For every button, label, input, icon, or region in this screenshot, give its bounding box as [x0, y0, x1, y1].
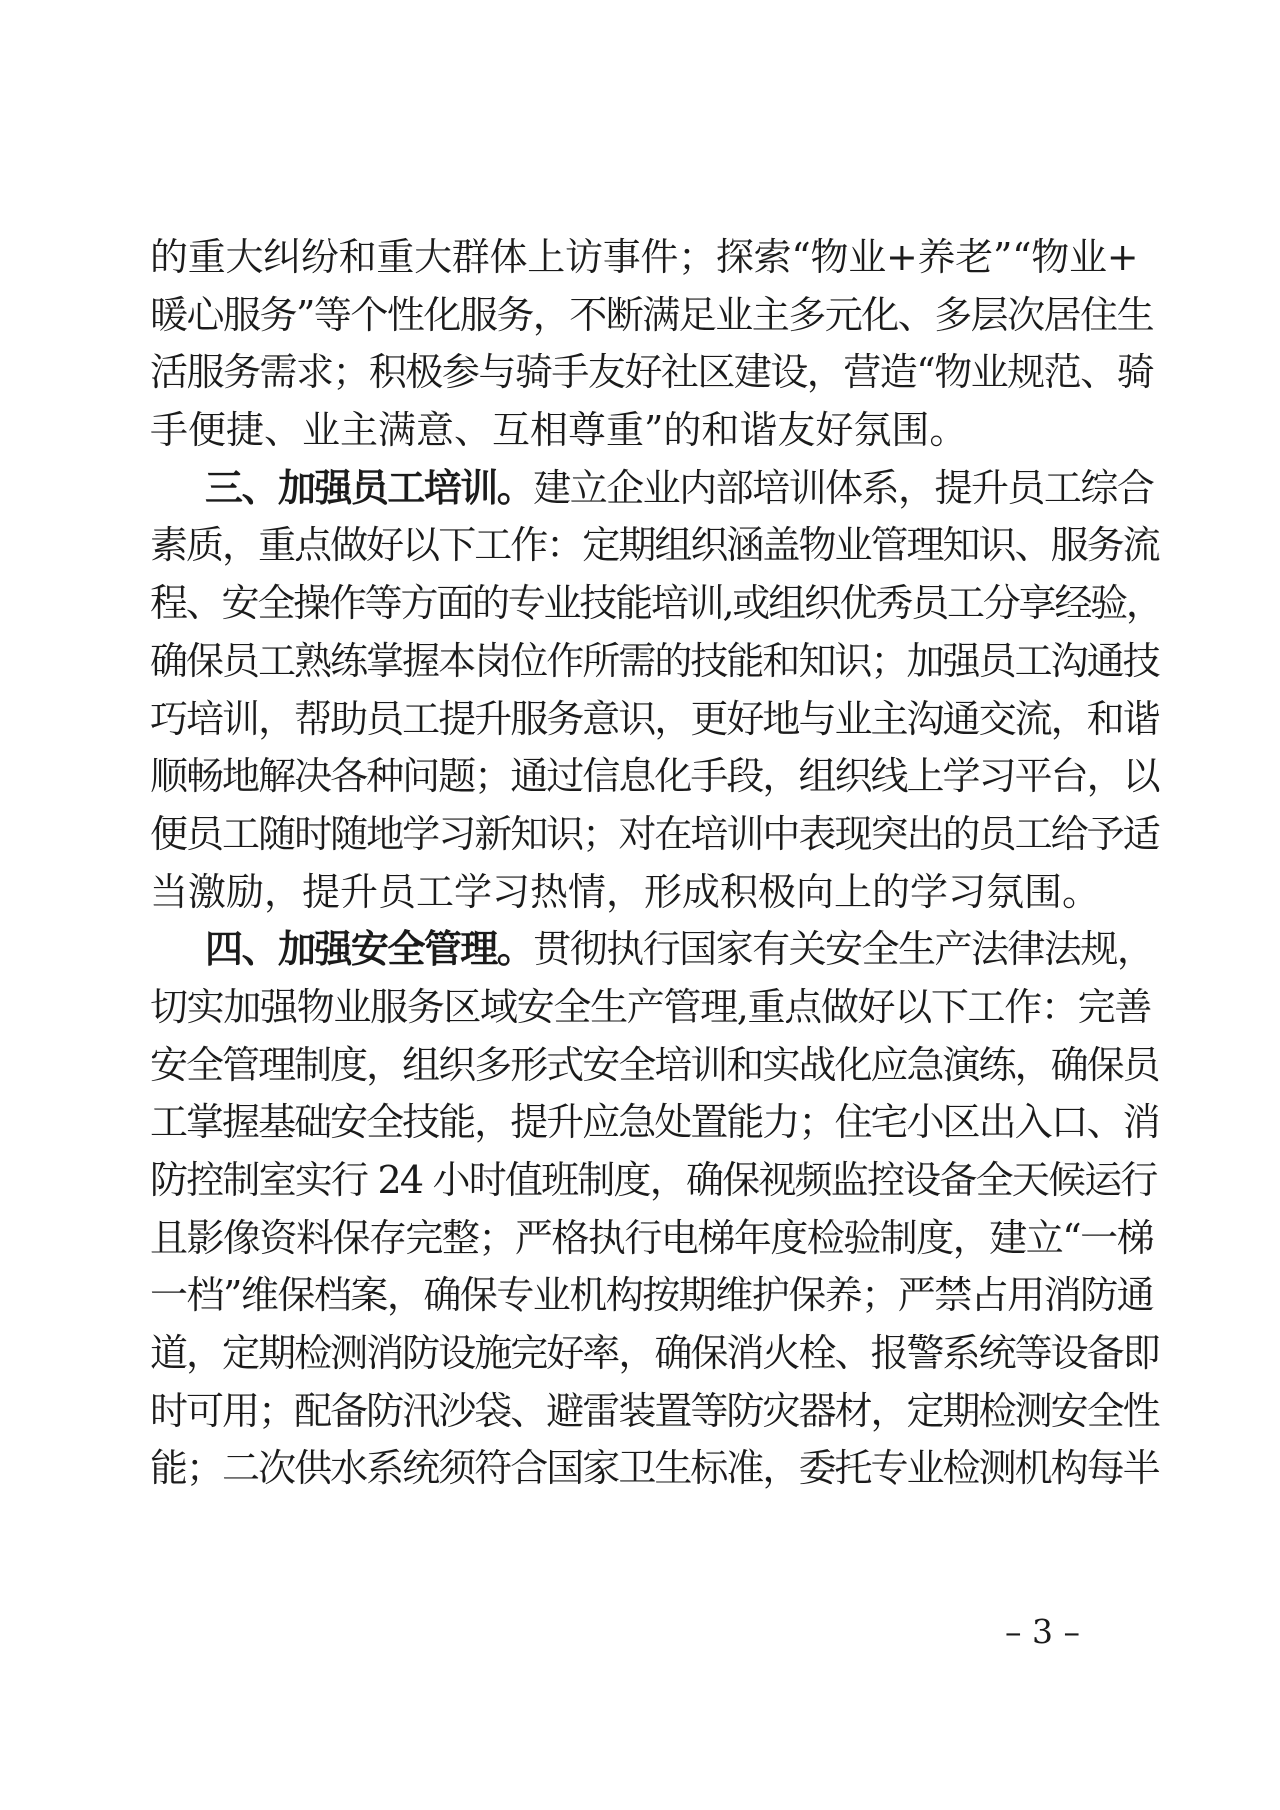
document-line	[150, 691, 1159, 749]
line-text: 当激励，提升员工学习热情，形成积极向上的学习氛围。	[150, 869, 1101, 914]
document-line	[150, 979, 1151, 1037]
document-line	[150, 460, 1154, 518]
document-line	[150, 921, 1154, 979]
line-text: 切实加强物业服务区域安全生产管理,重点做好以下工作：完善	[150, 984, 1151, 1029]
line-inner	[150, 517, 1159, 575]
line-text: 能；二次供水系统须符合国家卫生标准，委托专业检测机构每半	[150, 1446, 1159, 1491]
line-text: 巧培训，帮助员工提升服务意识，更好地与业主沟通交流，和谐	[150, 696, 1159, 741]
line-text: 顺畅地解决各种问题；通过信息化手段，组织线上学习平台，以	[150, 754, 1159, 799]
line-inner	[150, 1440, 1159, 1498]
line-inner	[150, 748, 1159, 806]
document-line	[150, 1440, 1159, 1498]
document-line	[150, 748, 1159, 806]
document-line	[150, 806, 1159, 864]
line-inner	[150, 1037, 1159, 1095]
line-inner	[150, 402, 967, 460]
document-line	[150, 229, 1139, 287]
line-text: 安全管理制度，组织多形式安全培训和实战化应急演练，确保员	[150, 1042, 1159, 1087]
paragraph-heading: 三、加强员工培训。	[205, 467, 534, 510]
line-inner	[150, 1210, 1153, 1268]
line-text: 防控制室实行 24 小时值班制度，确保视频监控设备全天候运行	[150, 1158, 1157, 1202]
line-inner	[150, 1152, 1157, 1210]
document-line	[150, 1325, 1159, 1383]
line-inner	[150, 1267, 1153, 1325]
line-inner	[150, 864, 1100, 922]
line-inner	[205, 460, 1153, 519]
line-text: 贯彻执行国家有关安全生产法律法规，	[533, 927, 1154, 972]
document-line	[150, 1267, 1154, 1325]
line-inner	[150, 979, 1151, 1037]
document-line	[150, 1210, 1154, 1268]
line-inner	[150, 229, 1138, 287]
line-inner	[150, 633, 1159, 691]
line-text: 手便捷、业主满意、互相尊重”的和谐友好氛围。	[150, 408, 968, 453]
line-text: 程、安全操作等方面的专业技能培训,或组织优秀员工分享经验，	[150, 581, 1162, 626]
line-text: 素质，重点做好以下工作：定期组织涵盖物业管理知识、服务流	[150, 523, 1159, 568]
document-line	[150, 864, 1135, 922]
line-text: 一档”维保档案，确保专业机构按期维护保养；严禁占用消防通	[150, 1273, 1154, 1318]
line-inner	[150, 344, 1153, 402]
document-line	[150, 517, 1159, 575]
line-inner	[150, 1094, 1159, 1152]
line-text: 暖心服务”等个性化服务，不断满足业主多元化、多层次居住生	[150, 292, 1154, 337]
line-inner	[150, 806, 1159, 864]
paragraph-heading: 四、加强安全管理。	[205, 929, 534, 972]
line-text: 工掌握基础安全技能，提升应急处置能力；住宅小区出入口、消	[150, 1100, 1159, 1145]
document-line	[150, 575, 1162, 633]
document-line	[150, 633, 1159, 691]
line-text: 时可用；配备防汛沙袋、避雷装置等防灾器材，定期检测安全性	[150, 1388, 1159, 1433]
document-line	[150, 402, 1135, 460]
line-text: 确保员工熟练掌握本岗位作所需的技能和知识；加强员工沟通技	[150, 638, 1159, 683]
line-inner	[150, 691, 1159, 749]
line-text: 便员工随时随地学习新知识；对在培训中表现突出的员工给予适	[150, 811, 1159, 856]
page-number: – 3 –	[1005, 1612, 1080, 1651]
line-inner	[150, 287, 1153, 345]
document-line	[150, 287, 1154, 345]
line-inner	[150, 575, 1162, 633]
line-text: 建立企业内部培训体系，提升员工综合	[533, 465, 1154, 510]
line-text: 道，定期检测消防设施完好率，确保消火栓、报警系统等设备即	[150, 1331, 1159, 1376]
document-line	[150, 1383, 1159, 1441]
line-text: 的重大纠纷和重大群体上访事件；探索“物业+养老”“物业+	[150, 235, 1139, 279]
document-line	[150, 1037, 1159, 1095]
document-line	[150, 1094, 1159, 1152]
line-inner	[150, 1325, 1159, 1383]
document-line	[150, 1152, 1157, 1210]
line-text: 活服务需求；积极参与骑手友好社区建设，营造“物业规范、骑	[150, 350, 1154, 395]
document-line	[150, 344, 1154, 402]
line-inner	[150, 1383, 1159, 1441]
line-text: 且影像资料保存完整；严格执行电梯年度检验制度，建立“一梯	[150, 1215, 1154, 1260]
document-body	[150, 229, 1162, 1498]
line-inner	[205, 921, 1153, 980]
